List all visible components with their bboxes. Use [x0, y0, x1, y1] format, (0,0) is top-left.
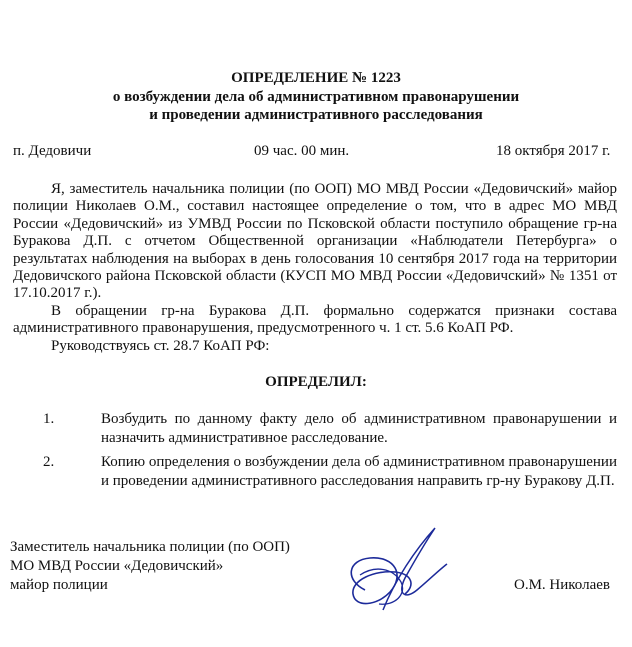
signatory-name: О.М. Николаев — [514, 577, 610, 593]
list-item — [13, 453, 617, 491]
signatory-block — [10, 538, 290, 595]
document-title: ОПРЕДЕЛЕНИЕ № 1223 — [231, 70, 401, 86]
decision-list — [13, 410, 617, 496]
list-item-number: 1. — [43, 411, 55, 427]
signatory-position: Заместитель начальника полиции (по ООП) — [10, 539, 290, 555]
paragraph-violation: В обращении гр-на Буракова Д.П. формально содержатся признаки состава административного правонарушения, предусмотренного ч. 1 ст. 5.6 КоАП РФ. — [13, 302, 617, 337]
handwritten-signature — [335, 520, 460, 625]
list-item-text: Возбудить по данному факту дело об административном правонарушении и назначить административное расследование. — [101, 411, 617, 446]
document-subtitle-line2: и проведении административного расследования — [149, 107, 483, 123]
paragraph-legal-basis: Руководствуясь ст. 28.7 КоАП РФ: — [51, 337, 270, 354]
list-item — [13, 410, 617, 448]
signatory-department: МО МВД России «Дедовичский» — [10, 558, 224, 574]
document-place: п. Дедовичи — [13, 143, 92, 159]
document-time: 09 час. 00 мин. — [254, 143, 350, 159]
signatory-rank: майор полиции — [10, 577, 108, 593]
decision-heading: ОПРЕДЕЛИЛ: — [265, 374, 367, 390]
paragraph-main: Я, заместитель начальника полиции (по ООП) МО МВД России «Дедовичский» майор полиции Николаев О.М., составил настоящее определение о том, что в адрес МО МВД России «Дедовичский» из УМВД России по Псковской области поступило обращение гр-на Буракова Д.П. с отчетом Общественной организации «Наблюдатели Петербурга» о результатах наблюдения на выборах в день голосования 10 сентября 2017 года на территории Дедовичского района Псковской области (КУСП МО МВД России «Дедовичский» № 1351 от 17.10.2017 г.). — [13, 181, 617, 302]
list-item-text: Копию определения о возбуждении дела об административном правонарушении и проведении административного расследования направить гр-ну Буракову Д.П. — [101, 454, 617, 489]
document-subtitle-line1: о возбуждении дела об административном правонарушении — [112, 89, 520, 105]
list-item-number: 2. — [43, 454, 55, 470]
document-date: 18 октября 2017 г. — [496, 143, 611, 159]
document-body — [13, 181, 617, 355]
